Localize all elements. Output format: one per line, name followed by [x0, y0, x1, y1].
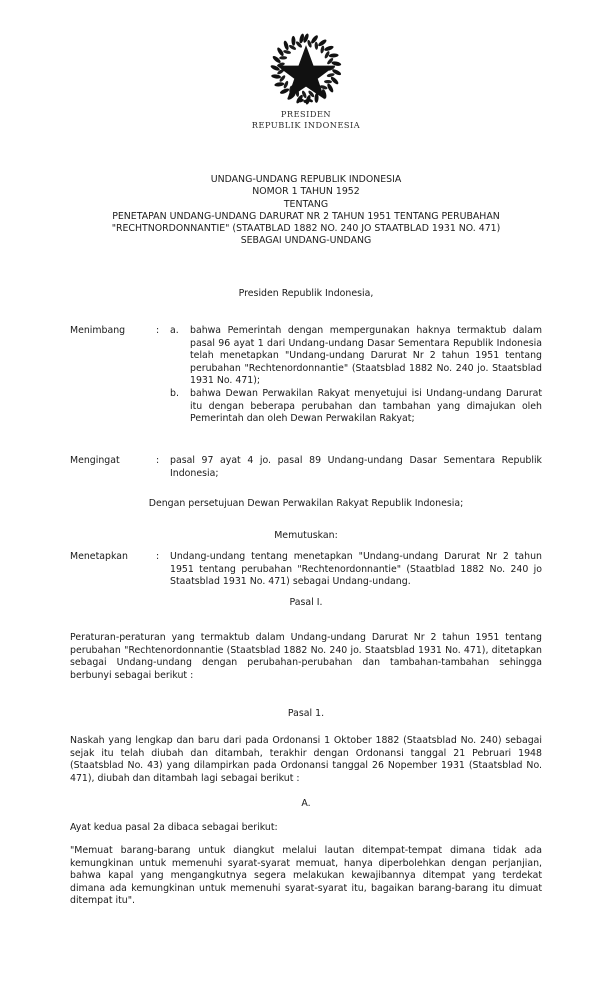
- document-title-block: [70, 174, 542, 248]
- letterhead-line-presiden: PRESIDEN: [280, 109, 332, 119]
- clause-mengingat: [70, 455, 542, 480]
- dengan-persetujuan-line: Dengan persetujuan Dewan Perwakilan Rakyat Republik Indonesia;: [148, 498, 464, 509]
- paragraph-pasal-I: Peraturan-peraturan yang termaktub dalam Undang-undang Darurat Nr 2 tahun 1951 tentang perubahan "Rechtenordonnantie (Staatsblad 1882 No. 240 jo. Staatsblad 1931 No. 471), ditetapkan sebagai Undang-undang dengan perubahan-perubahan dan tambahan-tambahan sehingga berbunyi sebagai berikut :: [70, 632, 542, 681]
- heading-pasal-1: Pasal 1.: [287, 708, 325, 719]
- section-A-quote: "Memuat barang-barang untuk diangkut melalui lautan ditempat-tempat dimana tidak ada kemungkinan untuk memenuhi syarat-syarat memuat, hanya diperbolehkan dengan perjanjian, bahwa kapal yang mengangkutnya segera melakukan kewajibannya ditempat yang terdekat dimana ada kemungkinan untuk memenuhi syarat-syarat itu, bagaikan barang-barang itu dimuat ditempat itu".: [70, 845, 542, 907]
- memutuskan-line: Memutuskan:: [274, 530, 338, 541]
- clause-menimbang-item-b: [70, 388, 542, 426]
- letterhead-line-republik-indonesia: REPUBLIK INDONESIA: [251, 119, 361, 130]
- title-line-1: UNDANG-UNDANG REPUBLIK INDONESIA: [210, 174, 402, 185]
- letterhead: [0, 32, 612, 130]
- heading-section-A: A.: [301, 798, 311, 809]
- clause-marker-b: b.: [170, 387, 179, 399]
- clause-label-menimbang: Menimbang: [70, 325, 126, 336]
- clause-colon-mengingat: :: [156, 455, 160, 466]
- heading-pasal-I: Pasal I.: [289, 597, 323, 608]
- clause-colon-menetapkan: :: [156, 551, 160, 562]
- title-line-2-number: NOMOR 1 TAHUN 1952: [252, 186, 360, 198]
- title-line-5: "RECHTNORDONNANTIE" (STAATBLAD 1882 NO. 240 JO STAATBLAD 1931 NO. 471): [111, 223, 501, 235]
- title-line-3-tentang: TENTANG: [283, 198, 329, 210]
- title-line-4: PENETAPAN UNDANG-UNDANG DARURAT NR 2 TAHUN 1951 TENTANG PERUBAHAN: [112, 210, 500, 222]
- clause-menimbang: [70, 325, 542, 426]
- paragraph-pasal-1: Naskah yang lengkap dan baru dari pada Ordonansi 1 Oktober 1882 (Staatsblad No. 240) sebagai sejak itu telah diubah dan ditambah, terakhir dengan Ordonansi tanggal 21 Pebruari 1948 (Staatsblad No. 43) yang dilampirkan pada Ordonansi tanggal 26 Nopember 1931 (Staatsblad No. 471), diubah dan ditambah lagi sebagai berikut :: [70, 735, 542, 784]
- clause-label-mengingat: Mengingat: [70, 455, 120, 466]
- clause-menimbang-item-a: [70, 325, 542, 388]
- garuda-star-wreath-emblem: [267, 32, 345, 106]
- section-A-intro: Ayat kedua pasal 2a dibaca sebagai berikut:: [70, 822, 278, 833]
- clause-marker-a: a.: [170, 325, 179, 336]
- clause-text-mengingat: pasal 97 ayat 4 jo. pasal 89 Undang-undang Dasar Sementara Republik Indonesia;: [170, 455, 542, 479]
- salutation: Presiden Republik Indonesia,: [238, 288, 374, 299]
- clause-menetapkan: [70, 551, 542, 589]
- title-line-6: SEBAGAI UNDANG-UNDANG: [240, 235, 372, 247]
- clause-label-menetapkan: Menetapkan: [70, 551, 128, 562]
- clause-text-menimbang-b: bahwa Dewan Perwakilan Rakyat menyetujui isi Undang-undang Darurat itu dengan beberapa perubahan dan tambahan yang dimajukan oleh Pemerintah dan oleh Dewan Perwakilan Rakyat;: [190, 387, 542, 425]
- clause-colon-menimbang: :: [156, 325, 160, 336]
- clause-text-menetapkan: Undang-undang tentang menetapkan "Undang-undang Darurat Nr 2 tahun 1951 tentang perubahan "Rechtenordonnantie" (Staatblad 1882 No. 240 jo Staatsblad 1931 No. 471) sebagai Undang-undang.: [170, 551, 542, 588]
- clause-text-menimbang-a: bahwa Pemerintah dengan mempergunakan haknya termaktub dalam pasal 96 ayat 1 dari Undang-undang Dasar Sementara Republik Indonesia telah menetapkan "Undang-undang Darurat Nr 2 tahun 1951 tentang perubahan "Rechtenordonnantie" (Staatsblad 1882 No. 240 jo. Staatsblad 1931 No. 471);: [190, 325, 542, 387]
